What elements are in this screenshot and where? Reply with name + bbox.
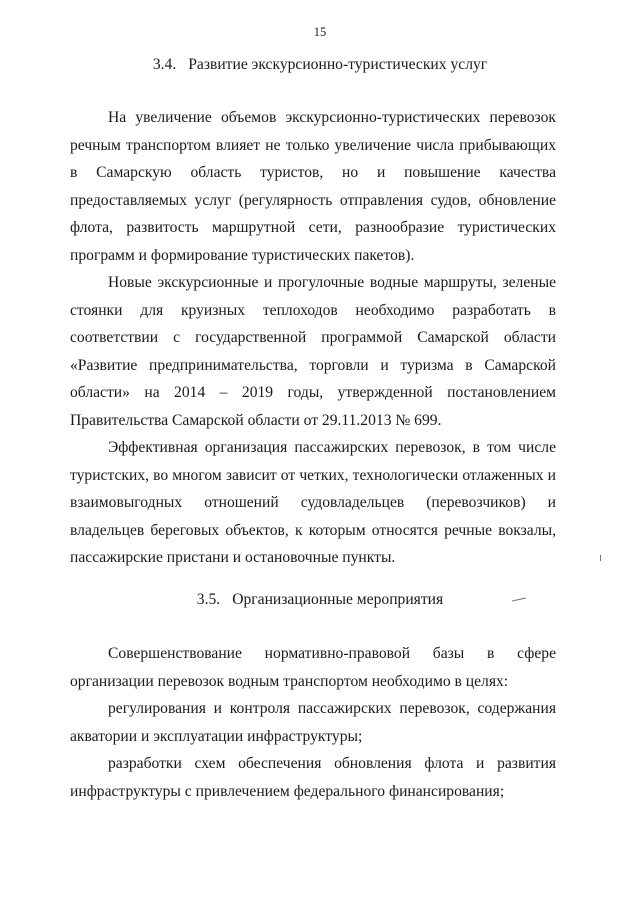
paragraph: Совершенствование нормативно-правовой базы в сфере организации перевозок водным транспортом необходимо в целях: [70,645,556,690]
paragraph: Эффективная организация пассажирских перевозок, в том числе туристских, во многом зависит от четких, технологически отлаженных и взаимовыгодных отношений судовладельцев (перевозчиков) и владельцев береговых объектов, к которым относятся речные вокзалы, пассажирские пристани и остановочные пункты. [70,439,556,566]
scan-speck [600,555,601,561]
section-title: Развитие экскурсионно-туристических услуг [188,56,488,73]
section-title: Организационные мероприятия [232,591,444,608]
section-body-3-5 [70,640,556,805]
section-number: 3.4. [152,56,177,73]
paragraph: Новые экскурсионные и прогулочные водные маршруты, зеленые стоянки для круизных теплоходов необходимо разработать в соответствии с государственной программой Самарской области «Развитие предпринимательства, торговли и туризма в Самарской области» на 2014 – 2019 годы, утвержденной постановлением Правительства Самарской области от 29.11.2013 № 699. [70,274,556,429]
section-heading-3-4 [0,55,640,75]
paragraph: На увеличение объемов экскурсионно-туристических перевозок речным транспортом влияет не только увеличение числа прибывающих в Самарскую область туристов, но и повышение качества предоставляемых услуг (регулярность отправления судов, обновление флота, развитость маршрутной сети, разнообразие туристических программ и формирование туристических пакетов). [70,109,556,264]
page-number: 15 [313,25,327,39]
section-heading-3-5 [0,590,640,610]
section-number: 3.5. [196,591,221,608]
paragraph: разработки схем обеспечения обновления флота и развития инфраструктуры с привлечением федерального финансирования; [70,755,556,800]
paragraph: регулирования и контроля пассажирских перевозок, содержания акватории и эксплуатации инфраструктуры; [70,700,556,745]
section-body-3-4 [70,104,556,572]
